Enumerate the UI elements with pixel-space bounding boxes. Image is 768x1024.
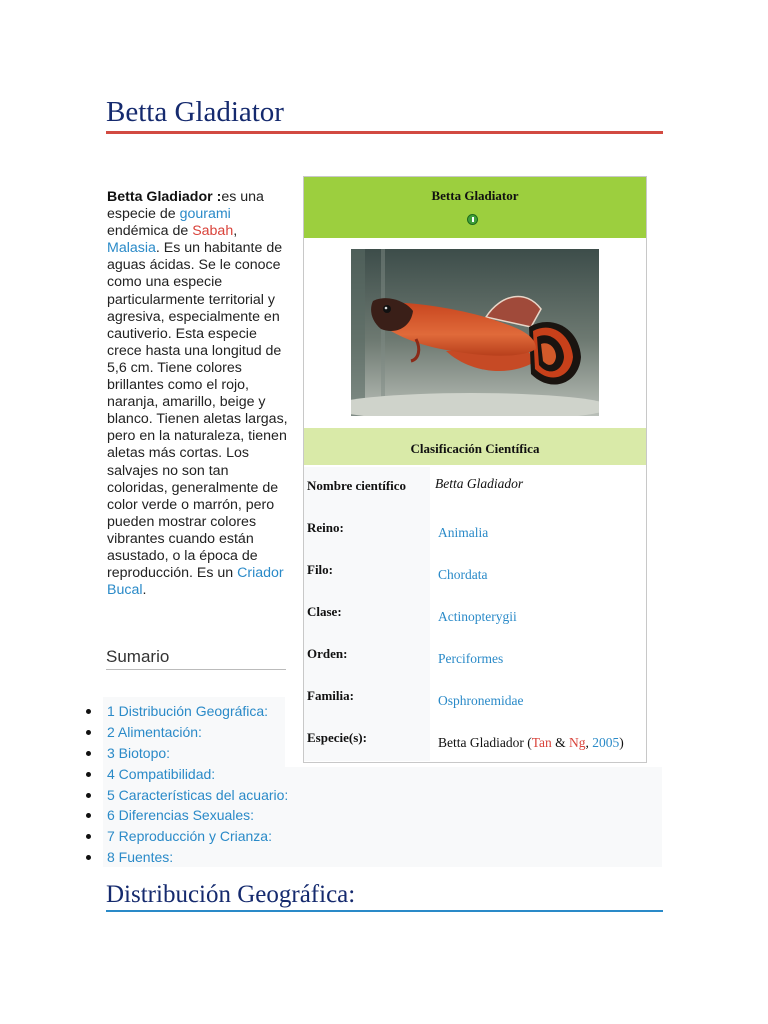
infobox <box>303 176 647 763</box>
summary-item-label: 7 Reproducción y Crianza: <box>107 828 272 845</box>
link-osphronemidae[interactable]: Osphronemidae <box>438 693 524 708</box>
intro-text: es una especie de <box>107 189 264 223</box>
bullet-icon <box>86 751 91 756</box>
section-title-distribucion: Distribución Geográfica: <box>106 881 356 908</box>
summary-item-reproduccion[interactable] <box>78 826 288 847</box>
fish-photo[interactable] <box>351 249 599 416</box>
intro-text: endémica de <box>107 223 193 240</box>
row-label: Clase: <box>304 593 430 635</box>
summary-item-label: 6 Diferencias Sexuales: <box>107 807 255 824</box>
summary-item-diferencias[interactable] <box>78 805 288 826</box>
summary-title: Sumario <box>106 647 286 670</box>
row-nombre-cientifico <box>304 467 646 509</box>
page-title: Betta Gladiator <box>106 96 284 128</box>
bullet-icon <box>86 813 91 818</box>
bullet-icon <box>86 793 91 798</box>
punct: ) <box>619 735 624 750</box>
punct: ( <box>523 735 532 750</box>
summary-item-acuario[interactable] <box>78 785 288 806</box>
link-year-2005[interactable]: 2005 <box>592 735 620 750</box>
summary-item-label: 1 Distribución Geográfica: <box>107 703 269 719</box>
row-clase <box>304 593 646 635</box>
infobox-subheader: Clasificación Científica <box>304 428 646 465</box>
conservation-status-icon[interactable] <box>467 214 478 225</box>
summary-item-label: 8 Fuentes: <box>107 849 174 866</box>
row-filo <box>304 551 646 593</box>
infobox-title: Betta Gladiator <box>431 188 519 203</box>
summary-list <box>78 701 288 868</box>
summary-item-biotopo[interactable] <box>78 743 288 764</box>
link-author-tan[interactable]: Tan <box>531 735 552 750</box>
infobox-header <box>304 177 646 238</box>
bullet-icon <box>86 855 91 860</box>
link-gourami[interactable]: gourami <box>179 206 231 223</box>
summary-item-label: 5 Características del acuario: <box>107 786 289 803</box>
row-label: Nombre científico <box>304 467 430 509</box>
punct: & <box>551 735 570 750</box>
row-value: Betta Gladiador <box>435 476 524 491</box>
link-sabah[interactable]: Sabah <box>192 223 234 240</box>
summary-item-distribucion[interactable] <box>78 701 288 722</box>
row-label: Especie(s): <box>304 719 430 761</box>
bullet-icon <box>86 730 91 735</box>
row-label: Reino: <box>304 509 430 551</box>
bullet-icon <box>86 834 91 839</box>
intro-paragraph <box>107 189 292 599</box>
link-actinopterygii[interactable]: Actinopterygii <box>438 609 517 624</box>
species-name: Betta Gladiador <box>438 735 524 750</box>
link-author-ng[interactable]: Ng <box>569 735 586 750</box>
row-especie <box>304 719 646 761</box>
row-familia <box>304 677 646 719</box>
bullet-icon <box>86 709 91 714</box>
link-criador-bucal[interactable]: Criador Bucal <box>107 565 284 599</box>
intro-species-name: Betta Gladiador : <box>107 189 222 205</box>
summary-item-label: 3 Biotopo: <box>107 744 171 761</box>
summary-item-fuentes[interactable] <box>78 847 288 868</box>
row-label: Familia: <box>304 677 430 719</box>
section-divider <box>106 910 663 912</box>
row-orden <box>304 635 646 677</box>
summary-item-alimentacion[interactable] <box>78 722 288 743</box>
link-malasia[interactable]: Malasia <box>107 240 156 257</box>
summary-item-label: 2 Alimentación: <box>107 723 202 740</box>
bullet-icon <box>86 772 91 777</box>
link-perciformes[interactable]: Perciformes <box>438 651 504 666</box>
intro-text: . Es un habitante de aguas ácidas. Se le conoce como una especie particularmente territorial y agresiva, especialmente en cautiverio. Esta especie crece hasta una longitud de 5,6 cm. Tiene colores brillantes como el rojo, naranja, amarillo, beige y blanco. Tienen aletas largas, pero en la naturaleza, tienen aletas más cortas. Los salvajes no son tan coloridas, generalmente de color verde o marrón, pero pueden mostrar colores vibrantes cuando están asustado, o la época de reproducción. Es un <box>107 240 288 582</box>
summary-item-label: 4 Compatibilidad: <box>107 765 216 782</box>
link-chordata[interactable]: Chordata <box>438 567 488 582</box>
intro-text: , <box>233 223 238 240</box>
punct: , <box>585 735 593 750</box>
summary-item-compatibilidad[interactable] <box>78 764 288 785</box>
link-animalia[interactable]: Animalia <box>438 525 489 540</box>
row-value <box>438 719 624 766</box>
intro-text: . <box>142 582 147 599</box>
title-divider <box>106 131 663 134</box>
row-reino <box>304 509 646 551</box>
row-label: Orden: <box>304 635 430 677</box>
row-label: Filo: <box>304 551 430 593</box>
